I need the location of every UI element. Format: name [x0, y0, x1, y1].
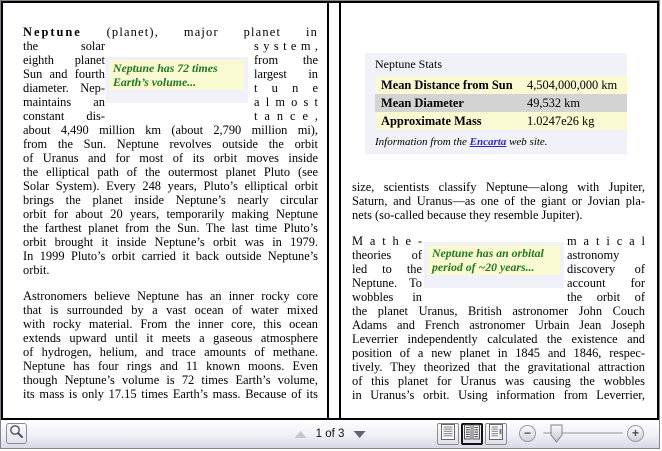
two-page-icon [464, 424, 480, 445]
wrap-spacer [105, 39, 254, 53]
zoom-out-button[interactable]: − [519, 425, 536, 442]
next-page-button[interactable] [353, 431, 365, 438]
stats-table [365, 76, 627, 130]
wrap-section-left [23, 39, 318, 123]
wrap-right-fragment: t a n c e , [254, 109, 318, 123]
text-line: of hydrogen, helium, and trace amounts of methane. [23, 345, 318, 359]
scroll-view-icon [488, 424, 504, 445]
paragraph-orbit [23, 123, 318, 277]
text-line: from the Sun. Neptune revolves outside the orbit [23, 137, 318, 151]
pull-quote-orbital-period [424, 242, 564, 288]
text-line: In 1999 Pluto’s orbit carried it back outside Neptune’s [23, 249, 318, 263]
wrap-left-fragment: diameter. Nep- [23, 81, 105, 95]
single-page-icon [440, 424, 456, 445]
stats-value: 4,504,000,000 km [527, 78, 618, 92]
wrap-right-fragment: the orbit of [567, 290, 645, 304]
wrap-right-fragment: discovery of [567, 262, 645, 276]
magnifier-icon [9, 424, 24, 444]
text-line: the elliptical path of the outermost planet Pluto (see [23, 165, 318, 179]
text-line: Saturn, and Uranus—as one of the giant or Jovian pla- [352, 194, 645, 208]
wrap-left-fragment: maintains an [23, 95, 105, 109]
zoom-slider-thumb[interactable] [550, 424, 563, 448]
text-line: size, scientists classify Neptune—along with Jupiter, [352, 180, 645, 194]
stats-value: 49,532 km [527, 96, 581, 110]
page-divider [329, 3, 339, 418]
previous-page-button[interactable] [295, 431, 307, 438]
view-mode-buttons [437, 423, 507, 445]
text-line: Solar System). Every 248 years, Pluto’s elliptical orbit [23, 179, 318, 193]
stats-label: Approximate Mass [381, 114, 482, 128]
pull-quote-text: Neptune has 72 times Earth’s volume... [109, 60, 244, 90]
text-line: orbit. [23, 263, 50, 277]
text-line: that is surrounded by a vast ocean of water mixed [23, 303, 318, 317]
wrap-left-fragment: the solar [23, 39, 105, 53]
text-line: orbit for about 20 years, temporarily making Neptune [23, 207, 318, 221]
wrap-section-right [352, 234, 645, 304]
text-line: position of a new planet in 1845 and 1846, respec- [352, 346, 645, 360]
pull-quote-volume [105, 57, 248, 103]
stats-label: Mean Distance from Sun [381, 78, 513, 92]
stats-row [375, 94, 627, 112]
text-line: about 4,490 million km (about 2,790 million mi), [23, 123, 318, 137]
reader-toolbar [1, 420, 659, 448]
stats-row [375, 76, 627, 94]
paragraph-discovery [352, 304, 645, 402]
wrap-left-fragment: constant dis- [23, 109, 105, 123]
text-line: Adams and French astronomer Urbain Jean Joseph [352, 318, 645, 332]
find-button[interactable] [6, 423, 27, 444]
wrap-left-fragment: Neptune. To [352, 276, 422, 290]
text-line: though Neptune’s volume is 72 times Earth’s volume, [23, 373, 318, 387]
left-page [3, 3, 329, 418]
text-line: nets (so-called because they resemble Jupiter). [352, 208, 583, 222]
wrap-right-fragment: m a t i c a l [567, 234, 645, 248]
heading-rest: (planet), major planet in [81, 25, 318, 39]
wrap-right-fragment: t u n e [254, 81, 318, 95]
text-line: Neptune has four rings and 11 known moons. Even [23, 359, 318, 373]
paragraph-structure [23, 289, 318, 401]
paragraph-gap [352, 222, 645, 234]
text-line: with rocky material. From the inner core, this ocean [23, 317, 318, 331]
stats-section [365, 53, 627, 154]
wrap-left-fragment: theories of [352, 248, 422, 262]
stats-title: Neptune Stats [375, 57, 442, 71]
text-line: Leverrier independently calculated the existence and [352, 332, 645, 346]
wrap-row [352, 290, 645, 304]
wrap-left-fragment: M a t h e - [352, 234, 422, 248]
wrap-right-fragment: s y s t e m , [254, 39, 318, 53]
text-line: of Uranus and for most of its orbit moves inside [23, 151, 318, 165]
wrap-right-fragment: account for [567, 276, 645, 290]
text-line: orbit brought it inside Neptune’s orbit was in 1979. [23, 235, 318, 249]
article-title: Neptune [23, 25, 82, 39]
text-line: extends upward until it meets a gaseous atmosphere [23, 331, 318, 345]
text-line: brings the planet inside Neptune’s nearly circular [23, 193, 318, 207]
wrap-spacer [422, 290, 567, 304]
text-line: the farthest planet from the Sun. The last time Pluto’s [23, 221, 318, 235]
stats-row [375, 112, 627, 130]
text-line: Astronomers believe Neptune has an inner rocky core [23, 289, 318, 303]
single-page-view-button[interactable] [437, 423, 459, 445]
text-line: tively. They theorized that the gravitational attraction [352, 360, 645, 374]
wrap-left-fragment: led to the [352, 262, 422, 276]
page-navigation [295, 420, 366, 448]
wrap-row [23, 109, 318, 123]
text-line: the planet Uranus, British astronomer John Couch [352, 304, 645, 318]
wrap-left-fragment: eighth planet [23, 53, 105, 67]
wrap-right-fragment: a l m o s t [254, 95, 318, 109]
wrap-right-fragment: astronomy [567, 248, 620, 262]
two-page-view-button[interactable] [461, 423, 483, 445]
caption-prefix: Information from the [375, 136, 470, 148]
stats-label: Mean Diameter [381, 96, 464, 110]
paragraph-classification [352, 180, 645, 222]
wrap-row [23, 39, 318, 53]
text-line: of this planet for Uranus was causing the wobbles [352, 374, 645, 388]
pull-quote-text: Neptune has an orbital period of ~20 years... [428, 245, 560, 275]
scroll-view-button[interactable] [485, 423, 507, 445]
wrap-left-fragment: Sun and fourth [23, 67, 105, 81]
wrap-spacer [105, 109, 254, 123]
page-number-label: 1 of 3 [315, 428, 345, 440]
zoom-in-button[interactable]: + [627, 425, 644, 442]
article-heading-line [23, 25, 318, 39]
stats-value: 1.0247e26 kg [527, 114, 595, 128]
text-line: in Uranus’s orbit. Using information from Leverrier, [352, 388, 645, 402]
wrap-right-fragment: largest in [254, 67, 318, 81]
stats-caption [375, 135, 627, 149]
encarta-link[interactable]: Encarta [469, 136, 507, 148]
caption-suffix: web site. [506, 136, 548, 148]
wrap-left-fragment: wobbles in [352, 290, 422, 304]
text-line: its mass is only 17.15 times Earth’s mass. Because of its [23, 387, 318, 401]
pages-area [1, 1, 659, 420]
paragraph-gap [23, 277, 318, 289]
wrap-right-fragment: from the [254, 53, 318, 67]
right-page [339, 3, 657, 418]
